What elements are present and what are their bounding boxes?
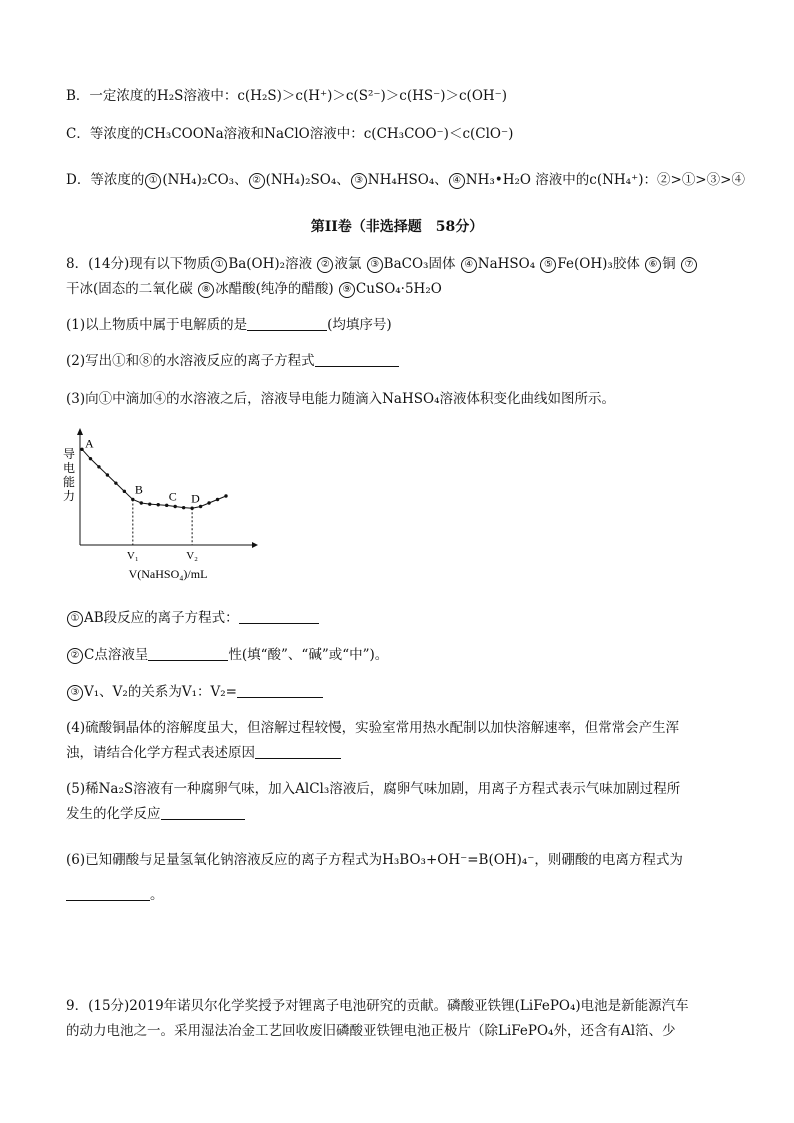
data-point bbox=[173, 505, 176, 508]
q8-part3: (3)向①中滴加④的水溶液之后，溶液导电能力随滴入NaHSO₄溶液体积变化曲线如图所示。 bbox=[66, 391, 615, 407]
option-d-item-2: (NH₄)₂SO₄、 bbox=[265, 172, 350, 188]
q9-line2: 的动力电池之一。采用湿法冶金工艺回收废旧磷酸亚铁锂电池正极片（除LiFePO₄外，还含有Al箔、少 bbox=[66, 1023, 676, 1039]
q8-intro-line2: 干冰(固态的二氧化碳 ⑧ 冰醋酸(纯净的醋酸) ⑨ CuSO₄·5H₂O bbox=[66, 281, 442, 297]
conductivity-chart bbox=[60, 420, 260, 590]
data-point bbox=[165, 504, 168, 507]
data-point bbox=[114, 481, 117, 484]
x-axis-arrow bbox=[252, 542, 258, 548]
data-point bbox=[123, 490, 126, 493]
answer-blank[interactable] bbox=[66, 886, 150, 901]
y-axis-label-char: 能 bbox=[63, 475, 76, 489]
point-label: B bbox=[134, 482, 143, 497]
point-label: A bbox=[85, 436, 94, 451]
option-d-order: ②>①>③>④ bbox=[657, 172, 745, 188]
data-point bbox=[199, 505, 202, 508]
option-c: C．等浓度的CH₃COONa溶液和NaClO溶液中：c(CH₃COO⁻)＜c(ClO⁻) bbox=[66, 126, 514, 142]
circled-3: ③ bbox=[351, 173, 367, 189]
data-point bbox=[182, 506, 185, 509]
option-b: B．一定浓度的H₂S溶液中：c(H₂S)＞c(H⁺)＞c(S²⁻)＞c(HS⁻)＞c(OH⁻) bbox=[66, 88, 508, 104]
q8-part5-line2: 发生的化学反应 bbox=[66, 804, 746, 824]
q8-part5-line1: (5)稀Na₂S溶液有一种腐卵气味，加入AlCl₃溶液后，腐卵气味加剧，用离子方程式表示气味加剧过程所 bbox=[66, 781, 681, 797]
y-axis-label bbox=[63, 447, 75, 503]
q8-part4-line2: 浊，请结合化学方程式表述原因 bbox=[66, 743, 746, 763]
y-axis-label-char: 电 bbox=[63, 461, 76, 475]
data-point bbox=[80, 448, 83, 451]
answer-blank[interactable] bbox=[161, 805, 245, 820]
answer-blank[interactable] bbox=[255, 744, 341, 759]
option-d-item-1: (NH₄)₂CO₃、 bbox=[162, 172, 248, 188]
option-d-item-3: NH₄HSO₄、 bbox=[367, 172, 448, 188]
y-axis-label-char: 力 bbox=[63, 489, 76, 503]
q8-part6: (6)已知硼酸与足量氢氧化钠溶液反应的离子方程式为H₃BO₃+OH⁻=B(OH)₄⁻，则硼酸的电离方程式为 bbox=[66, 852, 683, 868]
point-labels bbox=[85, 436, 200, 505]
x-axis-label: V(NaHSO₄)/mL bbox=[128, 567, 208, 581]
data-point bbox=[140, 501, 143, 504]
answer-blank[interactable] bbox=[239, 609, 319, 624]
section-title: 第II卷（非选择题 58分） bbox=[310, 219, 484, 235]
x-tick-label: V₂ bbox=[186, 550, 199, 562]
point-label: C bbox=[168, 489, 177, 504]
q8-part4-line1: (4)硫酸铜晶体的溶解度虽大，但溶解过程较慢，实验室常用热水配制以加快溶解速率，但常常会产生浑 bbox=[66, 720, 680, 736]
q8-intro-line1: 8．(14分)现有以下物质 ① Ba(OH)₂溶液 ② 液氯 ③ BaCO₃固体 ④ NaHSO₄ ⑤ Fe(OH)₃胶体 ⑥ 铜 ⑦ bbox=[66, 254, 746, 274]
data-point bbox=[216, 498, 219, 501]
curve bbox=[80, 448, 227, 510]
circled-2: ② bbox=[249, 173, 265, 189]
data-point bbox=[207, 501, 210, 504]
data-point bbox=[106, 473, 109, 476]
point-label: D bbox=[191, 491, 200, 506]
answer-blank[interactable] bbox=[148, 646, 228, 661]
answer-blank[interactable] bbox=[315, 352, 399, 367]
q8-part2: (2)写出①和⑧的水溶液反应的离子方程式 bbox=[66, 351, 746, 371]
answer-blank[interactable] bbox=[237, 683, 323, 698]
data-point bbox=[224, 494, 227, 497]
option-d-prefix: D．等浓度的 bbox=[66, 172, 145, 188]
circled-4: ④ bbox=[449, 173, 465, 189]
data-point bbox=[89, 457, 92, 460]
q8-part1: (1)以上物质中属于电解质的是 (均填序号) bbox=[66, 317, 392, 333]
circled-1: ① bbox=[145, 173, 161, 189]
option-d-item-4: NH₃•H₂O 溶液中的c(NH₄⁺)： bbox=[465, 172, 657, 188]
option-d bbox=[66, 170, 746, 190]
q8-part3b: ② C点溶液呈 性(填“酸”、“碱”或“中”)。 bbox=[66, 645, 746, 665]
q8-part6-answer: 。 bbox=[66, 885, 746, 905]
data-point bbox=[157, 503, 160, 506]
x-tick-labels bbox=[127, 550, 198, 562]
y-axis-arrow bbox=[77, 428, 83, 435]
answer-blank[interactable] bbox=[247, 316, 327, 331]
q8-part3c: ③ V₁、V₂的关系为V₁：V₂= bbox=[66, 682, 746, 702]
data-point bbox=[148, 502, 151, 505]
q8-part3a: ① AB段反应的离子方程式： bbox=[66, 608, 746, 628]
y-axis-label-char: 导 bbox=[63, 447, 76, 461]
x-tick-label: V₁ bbox=[126, 550, 139, 562]
q9-line1: 9．(15分)2019年诺贝尔化学奖授予对锂离子电池研究的贡献。磷酸亚铁锂(LiFePO₄)电池是新能源汽车 bbox=[66, 998, 689, 1014]
data-point bbox=[97, 465, 100, 468]
curve-line bbox=[82, 449, 226, 508]
